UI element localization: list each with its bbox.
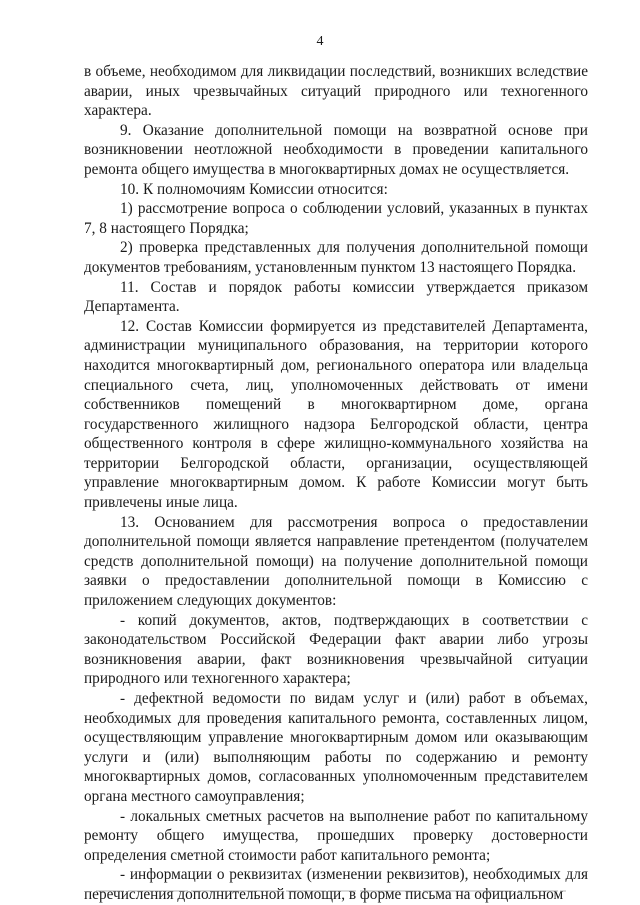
paragraph-12: 12. Состав Комиссии формируется из представителей Департамента, администрации муниципального образования, на территории которого находится многоквартирный дом, регионального оператора или владельца специального счета, лиц, уполномоченных действовать от имени собственников помещений в многоквартирном доме, органа государственного жилищного надзора Белгородской области, центра общественного контроля в сфере жилищно-коммунального хозяйства на территории Белгородской области, организации, осуществляющей управление многоквартирным домом. К работе Комиссии могут быть привлечены иные лица. <box>84 317 588 512</box>
document-body <box>84 62 588 905</box>
list-item-requisites: - информации о реквизитах (изменении реквизитов), необходимых для перечисления дополнительной помощи, в форме письма на официальном <box>84 866 588 903</box>
list-item-defect-statement: - дефектной ведомости по видам услуг и (или) работ в объемах, необходимых для проведения капитального ремонта, составленных лицом, осуществляющим управление многоквартирным домом или оказывающим услуги и (или) выполняющим работы по содержанию и ремонту многоквартирных домов, согласованных уполномоченным представителем органа местного самоуправления; <box>84 690 588 805</box>
paragraph-continuation: в объеме, необходимом для ликвидации последствий, возникших вследствие аварии, иных чрезвычайных ситуаций природного или техногенного характера. <box>84 63 588 120</box>
paragraph-13: 13. Основанием для рассмотрения вопроса о предоставлении дополнительной помощи является направление претендентом (получателем средств дополнительной помощи) на получение дополнительной помощи заявки о предоставлении дополнительной помощи в Комиссию с приложением следующих документов: <box>84 513 588 610</box>
paragraph-10-item-2: 2) проверка представленных для получения дополнительной помощи документов требованиям, установленным пунктом 13 настоящего Порядка. <box>84 239 588 276</box>
list-item-copies: - копий документов, актов, подтверждающих в соответствии с законодательством Российской Федерации факт аварии либо угрозы возникновения аварии, факт возникновения чрезвычайной ситуации природного или техногенного характера; <box>84 611 588 688</box>
scan-artifact-line <box>96 886 566 894</box>
page-number: 4 <box>316 34 324 49</box>
paragraph-10: 10. К полномочиям Комиссии относится: <box>120 180 388 198</box>
paragraph-10-item-1: 1) рассмотрение вопроса о соблюдении условий, указанных в пунктах 7, 8 настоящего Порядка; <box>84 200 588 237</box>
paragraph-11: 11. Состав и порядок работы комиссии утверждается приказом Департамента. <box>84 278 588 316</box>
list-item-estimates: - локальных сметных расчетов на выполнение работ по капитальному ремонту общего имущества, прошедших проверку достоверности определения сметной стоимости работ капитального ремонта; <box>84 807 588 864</box>
paragraph-9: 9. Оказание дополнительной помощи на возвратной основе при возникновении неотложной необходимости в проведении капитального ремонта общего имущества в многоквартирных домах не осуществляется. <box>84 121 588 178</box>
